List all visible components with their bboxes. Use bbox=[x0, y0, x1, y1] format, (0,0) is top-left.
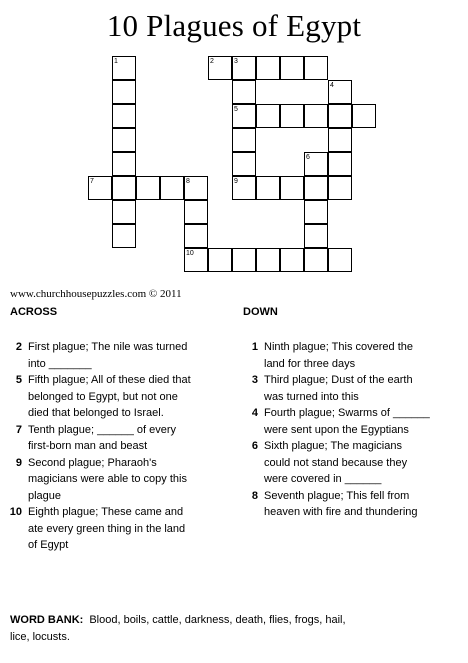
clue-number: 4 bbox=[251, 407, 258, 419]
grid-clue-number: 3 bbox=[234, 58, 238, 65]
grid-cell[interactable] bbox=[112, 224, 136, 248]
across-heading: ACROSS bbox=[10, 306, 58, 318]
word-bank-words: Blood, boils, cattle, darkness, death, flies, frogs, hail, bbox=[89, 614, 346, 626]
grid-clue-number: 5 bbox=[234, 106, 238, 113]
grid-cell[interactable] bbox=[256, 176, 280, 200]
grid-cell[interactable] bbox=[184, 224, 208, 248]
clue-text: were sent upon the Egyptians bbox=[264, 423, 409, 436]
grid-cell[interactable] bbox=[280, 104, 304, 128]
grid-cell[interactable] bbox=[280, 176, 304, 200]
clue-number: 8 bbox=[251, 489, 258, 502]
grid-clue-number: 1 bbox=[114, 58, 118, 65]
clue-text: ate every green thing in the land bbox=[28, 522, 186, 535]
grid-cell[interactable] bbox=[208, 248, 232, 272]
grid-clue-number: 6 bbox=[306, 154, 310, 161]
clue-text: Eighth plague; These came and bbox=[28, 506, 184, 518]
grid-cell[interactable] bbox=[112, 152, 136, 176]
clue-number: 6 bbox=[251, 440, 258, 452]
clue-number: 9 bbox=[15, 456, 22, 469]
clue-text: died that belonged to Israel. bbox=[28, 407, 164, 419]
grid-cell[interactable] bbox=[304, 104, 328, 128]
puzzle-title: 10 Plagues of Egypt bbox=[106, 8, 362, 43]
grid-cell[interactable] bbox=[232, 128, 256, 152]
clue-number: 1 bbox=[251, 341, 258, 353]
clue-text: Second plague; Pharaoh's bbox=[28, 456, 157, 469]
clue-text: was turned into this bbox=[264, 390, 359, 403]
clue-text: Ninth plague; This covered the bbox=[264, 341, 413, 353]
word-bank-words-continued: lice, locusts. bbox=[10, 630, 70, 643]
grid-cell[interactable] bbox=[112, 104, 136, 128]
word-bank bbox=[10, 612, 400, 645]
word-bank-label: WORD BANK: bbox=[10, 614, 84, 626]
clue-number: 2 bbox=[15, 341, 22, 353]
grid-cell[interactable] bbox=[328, 248, 352, 272]
grid-cell[interactable] bbox=[304, 176, 328, 200]
grid-cell[interactable] bbox=[328, 104, 352, 128]
clue-text: into _______ bbox=[28, 357, 92, 370]
clue-text: Sixth plague; The magicians bbox=[264, 440, 402, 452]
grid-cell[interactable] bbox=[304, 200, 328, 224]
clue-text: first-born man and beast bbox=[28, 440, 148, 452]
clue-number: 3 bbox=[251, 374, 258, 386]
grid-cell[interactable] bbox=[352, 104, 376, 128]
down-heading: DOWN bbox=[243, 306, 278, 318]
grid-cell[interactable] bbox=[280, 56, 304, 80]
grid-cell[interactable] bbox=[232, 152, 256, 176]
grid-cell[interactable] bbox=[112, 80, 136, 104]
grid-cell[interactable] bbox=[304, 56, 328, 80]
clue-text: Third plague; Dust of the earth bbox=[264, 374, 413, 386]
grid-cell[interactable] bbox=[184, 200, 208, 224]
grid-cell[interactable] bbox=[256, 104, 280, 128]
clue-text: belonged to Egypt, but not one bbox=[28, 390, 178, 403]
clue-text: Fourth plague; Swarms of ______ bbox=[264, 407, 430, 419]
clue-text: plague bbox=[28, 489, 62, 502]
grid-cell[interactable] bbox=[232, 80, 256, 104]
grid-cell[interactable] bbox=[304, 224, 328, 248]
clue-text: of Egypt bbox=[28, 539, 69, 551]
website-credit: www.churchhousepuzzles.com © 2011 bbox=[10, 288, 182, 300]
clue-text: Fifth plague; All of these died that bbox=[28, 374, 191, 386]
grid-clue-number: 7 bbox=[90, 178, 94, 185]
grid-cell[interactable] bbox=[328, 128, 352, 152]
grid-cell[interactable] bbox=[328, 152, 352, 176]
clue-text: were covered in ______ bbox=[264, 473, 382, 485]
grid-cell[interactable] bbox=[112, 176, 136, 200]
clue-text: First plague; The nile was turned bbox=[28, 341, 188, 353]
grid-cell[interactable] bbox=[256, 248, 280, 272]
grid-cell[interactable] bbox=[256, 56, 280, 80]
crossword-grid bbox=[0, 0, 468, 290]
grid-cell[interactable] bbox=[112, 200, 136, 224]
grid-cell[interactable] bbox=[328, 176, 352, 200]
clue-text: land for three days bbox=[264, 357, 356, 370]
grid-cell[interactable] bbox=[232, 248, 256, 272]
grid-clue-number: 10 bbox=[186, 250, 194, 257]
clue-number: 10 bbox=[9, 506, 22, 518]
grid-clue-number: 8 bbox=[186, 178, 190, 185]
grid-clue-number: 4 bbox=[330, 82, 334, 89]
grid-cell[interactable] bbox=[280, 248, 304, 272]
clue-text: Seventh plague; This fell from bbox=[264, 489, 410, 502]
clue-number: 7 bbox=[15, 423, 22, 436]
grid-cell[interactable] bbox=[160, 176, 184, 200]
clue-number: 5 bbox=[15, 374, 22, 386]
clue-text: magicians were able to copy this bbox=[28, 473, 187, 485]
grid-cell[interactable] bbox=[136, 176, 160, 200]
clue-text: could not stand because they bbox=[264, 456, 408, 469]
grid-cell[interactable] bbox=[304, 248, 328, 272]
clue-text: Tenth plague; ______ of every bbox=[28, 423, 177, 436]
grid-clue-number: 9 bbox=[234, 178, 238, 185]
grid-cell[interactable] bbox=[112, 128, 136, 152]
clue-text: heaven with fire and thundering bbox=[264, 506, 418, 518]
grid-clue-number: 2 bbox=[210, 58, 214, 65]
